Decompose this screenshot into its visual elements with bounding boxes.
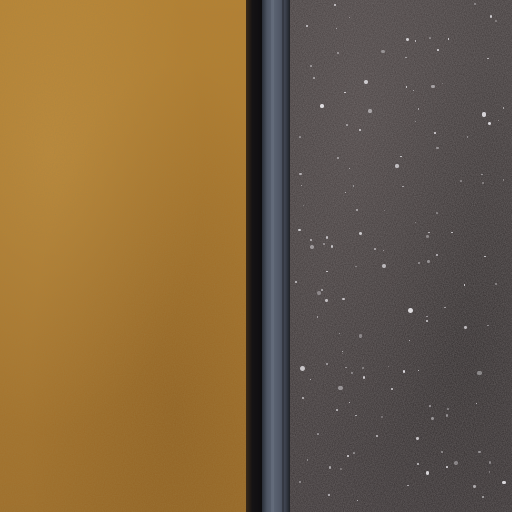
speck — [442, 83, 444, 85]
metal-divider-strip — [262, 0, 290, 512]
shadow-gap — [246, 0, 262, 512]
speck — [434, 132, 436, 134]
speck — [340, 468, 342, 470]
speck — [310, 65, 312, 67]
charcoal-speckled-surface — [290, 0, 512, 512]
speck — [415, 121, 416, 122]
speck — [384, 210, 386, 212]
speck — [426, 316, 428, 318]
speck — [306, 25, 308, 27]
speck — [429, 37, 431, 39]
speck — [376, 435, 378, 437]
speck — [301, 185, 302, 186]
speck — [337, 157, 339, 159]
speck — [355, 266, 356, 267]
speck — [339, 333, 340, 334]
speck — [355, 415, 356, 416]
ochre-grain-texture — [0, 0, 250, 512]
speck — [407, 485, 409, 487]
metal-sheen — [262, 0, 290, 512]
speck — [299, 136, 301, 138]
speck — [490, 15, 492, 17]
speck — [409, 340, 410, 341]
speck — [436, 212, 438, 214]
speck — [383, 250, 384, 251]
speck — [473, 485, 475, 487]
speck — [334, 4, 335, 5]
speck — [482, 496, 484, 498]
speck — [426, 235, 429, 238]
speck — [408, 308, 413, 313]
speck — [323, 243, 325, 245]
speck — [336, 28, 338, 30]
speck — [474, 3, 476, 5]
speck — [342, 298, 344, 300]
speck — [426, 320, 428, 322]
speck — [299, 481, 301, 483]
speck — [326, 271, 328, 273]
speck — [300, 366, 305, 371]
speck — [406, 86, 408, 88]
speck — [418, 262, 419, 263]
speck — [482, 112, 486, 116]
ochre-textured-surface — [0, 0, 250, 512]
speck — [426, 471, 430, 475]
speck — [388, 366, 389, 367]
speck — [495, 283, 497, 285]
speck — [325, 299, 327, 301]
speck — [359, 232, 363, 236]
speck — [351, 372, 352, 373]
speck — [441, 451, 443, 453]
speck — [478, 451, 481, 454]
speck — [487, 58, 488, 59]
speck — [402, 186, 404, 188]
speck — [381, 50, 384, 53]
speck — [431, 85, 435, 89]
speck — [391, 388, 393, 390]
speck — [356, 209, 358, 211]
speck — [498, 120, 499, 121]
speck — [345, 367, 346, 368]
white-specks — [290, 0, 512, 512]
speck — [406, 38, 409, 41]
speck — [298, 229, 300, 231]
speck — [307, 459, 309, 461]
speck — [363, 376, 366, 379]
speck — [299, 173, 301, 175]
speck — [417, 463, 419, 465]
speck — [418, 370, 419, 371]
speck — [310, 245, 314, 249]
speck — [447, 408, 449, 410]
speck — [313, 77, 315, 79]
speck — [415, 222, 416, 223]
speck — [344, 92, 346, 94]
speck — [413, 90, 414, 91]
speck — [427, 260, 430, 263]
speck — [320, 104, 324, 108]
speck — [454, 461, 458, 465]
speck — [436, 147, 438, 149]
speck — [484, 256, 486, 258]
speck — [487, 325, 488, 326]
speck — [489, 461, 491, 463]
speck — [303, 205, 305, 207]
speck — [464, 284, 466, 286]
speck — [374, 248, 376, 250]
speck — [476, 403, 477, 404]
speck — [362, 367, 364, 369]
speck — [488, 122, 491, 125]
speck — [400, 156, 401, 157]
speck — [328, 494, 330, 496]
speck — [381, 416, 383, 418]
speck — [502, 481, 505, 484]
speck — [451, 232, 453, 234]
speck — [317, 316, 318, 317]
speck — [359, 129, 361, 131]
speck — [503, 107, 505, 109]
speck — [310, 379, 311, 380]
speck — [431, 417, 434, 420]
speck — [489, 471, 490, 472]
speck — [428, 232, 430, 234]
speck — [349, 168, 351, 170]
speck — [429, 405, 431, 407]
speck — [446, 466, 448, 468]
speck — [415, 40, 416, 41]
speck — [437, 49, 439, 51]
speck — [405, 57, 406, 58]
speck — [495, 20, 497, 22]
speck — [357, 500, 358, 501]
speck — [349, 17, 350, 18]
speck — [464, 326, 466, 328]
speck — [368, 109, 372, 113]
speck — [467, 136, 469, 138]
speck — [329, 466, 331, 468]
speck — [337, 52, 339, 54]
speck — [317, 433, 319, 435]
speck — [477, 371, 482, 376]
speck — [346, 124, 348, 126]
speck — [436, 254, 438, 256]
speck — [460, 180, 462, 182]
speck — [364, 80, 368, 84]
speck — [302, 397, 304, 399]
speck — [321, 289, 323, 291]
speck — [317, 291, 321, 295]
speck — [403, 370, 405, 372]
speck — [448, 38, 449, 39]
speck — [310, 239, 312, 241]
speck — [345, 192, 346, 193]
speck — [503, 179, 505, 181]
speck — [342, 353, 343, 354]
speck — [349, 402, 350, 403]
speck — [331, 245, 333, 247]
speck — [295, 281, 297, 283]
speck — [418, 108, 420, 110]
speck — [416, 437, 418, 439]
speck — [382, 264, 386, 268]
speck — [342, 351, 343, 352]
speck — [353, 185, 355, 187]
speck — [338, 386, 343, 391]
speck — [446, 414, 448, 416]
speck — [326, 363, 328, 365]
speck — [347, 455, 349, 457]
speck — [444, 307, 446, 309]
speck — [336, 409, 338, 411]
speck — [395, 164, 399, 168]
speck — [353, 452, 355, 454]
speck — [482, 182, 484, 184]
speck — [481, 174, 482, 175]
speck — [359, 334, 362, 337]
speck — [326, 236, 328, 238]
